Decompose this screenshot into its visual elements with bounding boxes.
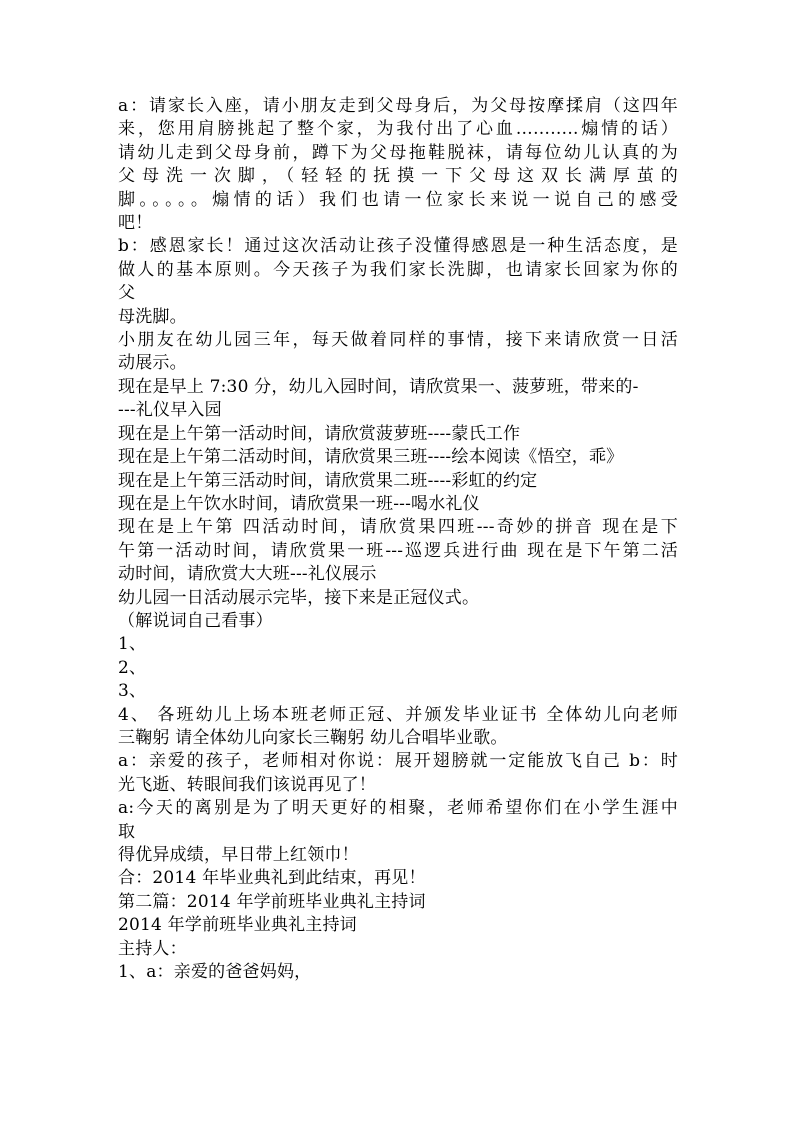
text-line: b：感恩家长！通过这次活动让孩子没懂得感恩是一种生活态度，是 xyxy=(118,236,678,257)
text-line: a:今天的离别是为了明天更好的相聚，老师希望你们在小学生涯中 xyxy=(118,798,678,819)
text-line: 主持人： xyxy=(118,938,187,959)
list-number: 3、 xyxy=(118,681,147,702)
text-line: 合：2014 年毕业典礼到此结束，再见！ xyxy=(118,868,426,889)
text-line: 光飞逝、转眼间我们该说再见了！ xyxy=(118,774,376,795)
text-line: 做人的基本原则。今天孩子为我们家长洗脚，也请家长回家为你的 xyxy=(118,259,678,280)
text-line: 父 xyxy=(118,283,136,304)
text-line: 幼儿园一日活动展示完毕，接下来是正冠仪式。 xyxy=(118,587,480,608)
section-heading: 第二篇：2014 年学前班毕业典礼主持词 xyxy=(118,891,426,912)
text-line: （解说词自己看事） xyxy=(118,610,273,631)
text-line: 母洗脚。 xyxy=(118,306,187,327)
text-line: 吧！ xyxy=(118,213,153,234)
text-line: 现在是上午第一活动时间，请欣赏菠萝班----蒙氏工作 xyxy=(118,423,521,444)
text-line: 动展示。 xyxy=(118,353,187,374)
document-body xyxy=(118,95,678,984)
text-line: 现在是早上 7:30 分，幼儿入园时间，请欣赏果一、菠萝班，带来的- xyxy=(118,376,639,397)
text-line: 午第一活动时间，请欣赏果一班---巡逻兵进行曲 现在是下午第二活 xyxy=(118,540,678,561)
text-line: 父母洗一次脚，（轻轻的抚摸一下父母这双长满厚茧的 xyxy=(118,166,678,187)
text-line: 现在是上午饮水时间，请欣赏果一班---喝水礼仪 xyxy=(118,493,480,514)
text-line: 现在是上午第 四活动时间，请欣赏果四班---奇妙的拼音 现在是下 xyxy=(118,517,678,538)
text-line: a：请家长入座，请小朋友走到父母身后，为父母按摩揉肩（这四年 xyxy=(118,96,678,116)
text-line: 请幼儿走到父母身前，蹲下为父母拖鞋脱袜，请每位幼儿认真的为 xyxy=(118,142,678,163)
section-title: 2014 年学前班毕业典礼主持词 xyxy=(118,915,357,936)
text-line: 1、a：亲爱的爸爸妈妈， xyxy=(118,962,312,983)
text-line: 现在是上午第二活动时间，请欣赏果三班----绘本阅读《悟空，乖》 xyxy=(118,447,624,468)
text-line: 脚。。。。。煽情的话）我们也请一位家长来说一说自己的感受 xyxy=(118,189,678,210)
text-line: 取 xyxy=(118,821,136,842)
text-line: 现在是上午第三活动时间，请欣赏果二班----彩虹的约定 xyxy=(118,470,538,491)
text-line: 来，您用肩膀挑起了整个家，为我付出了心血………..煽情的话） xyxy=(118,119,678,140)
list-number: 2、 xyxy=(118,657,147,678)
text-line: a：亲爱的孩子，老师相对你说：展开翅膀就一定能放飞自己 b：时 xyxy=(118,751,678,772)
text-line: 4、 各班幼儿上场本班老师正冠、并颁发毕业证书 全体幼儿向老师 xyxy=(118,704,678,725)
text-line: 三鞠躬 请全体幼儿向家长三鞠躬 幼儿合唱毕业歌。 xyxy=(118,727,508,748)
text-line: 得优异成绩，早日带上红领巾！ xyxy=(118,845,359,865)
list-number: 1、 xyxy=(118,634,147,655)
text-line: 小朋友在幼儿园三年，每天做着同样的事情，接下来请欣赏一日活 xyxy=(118,330,678,351)
text-line: 动时间，请欣赏大大班---礼仪展示 xyxy=(118,564,377,585)
text-line: ---礼仪早入园 xyxy=(118,400,222,421)
